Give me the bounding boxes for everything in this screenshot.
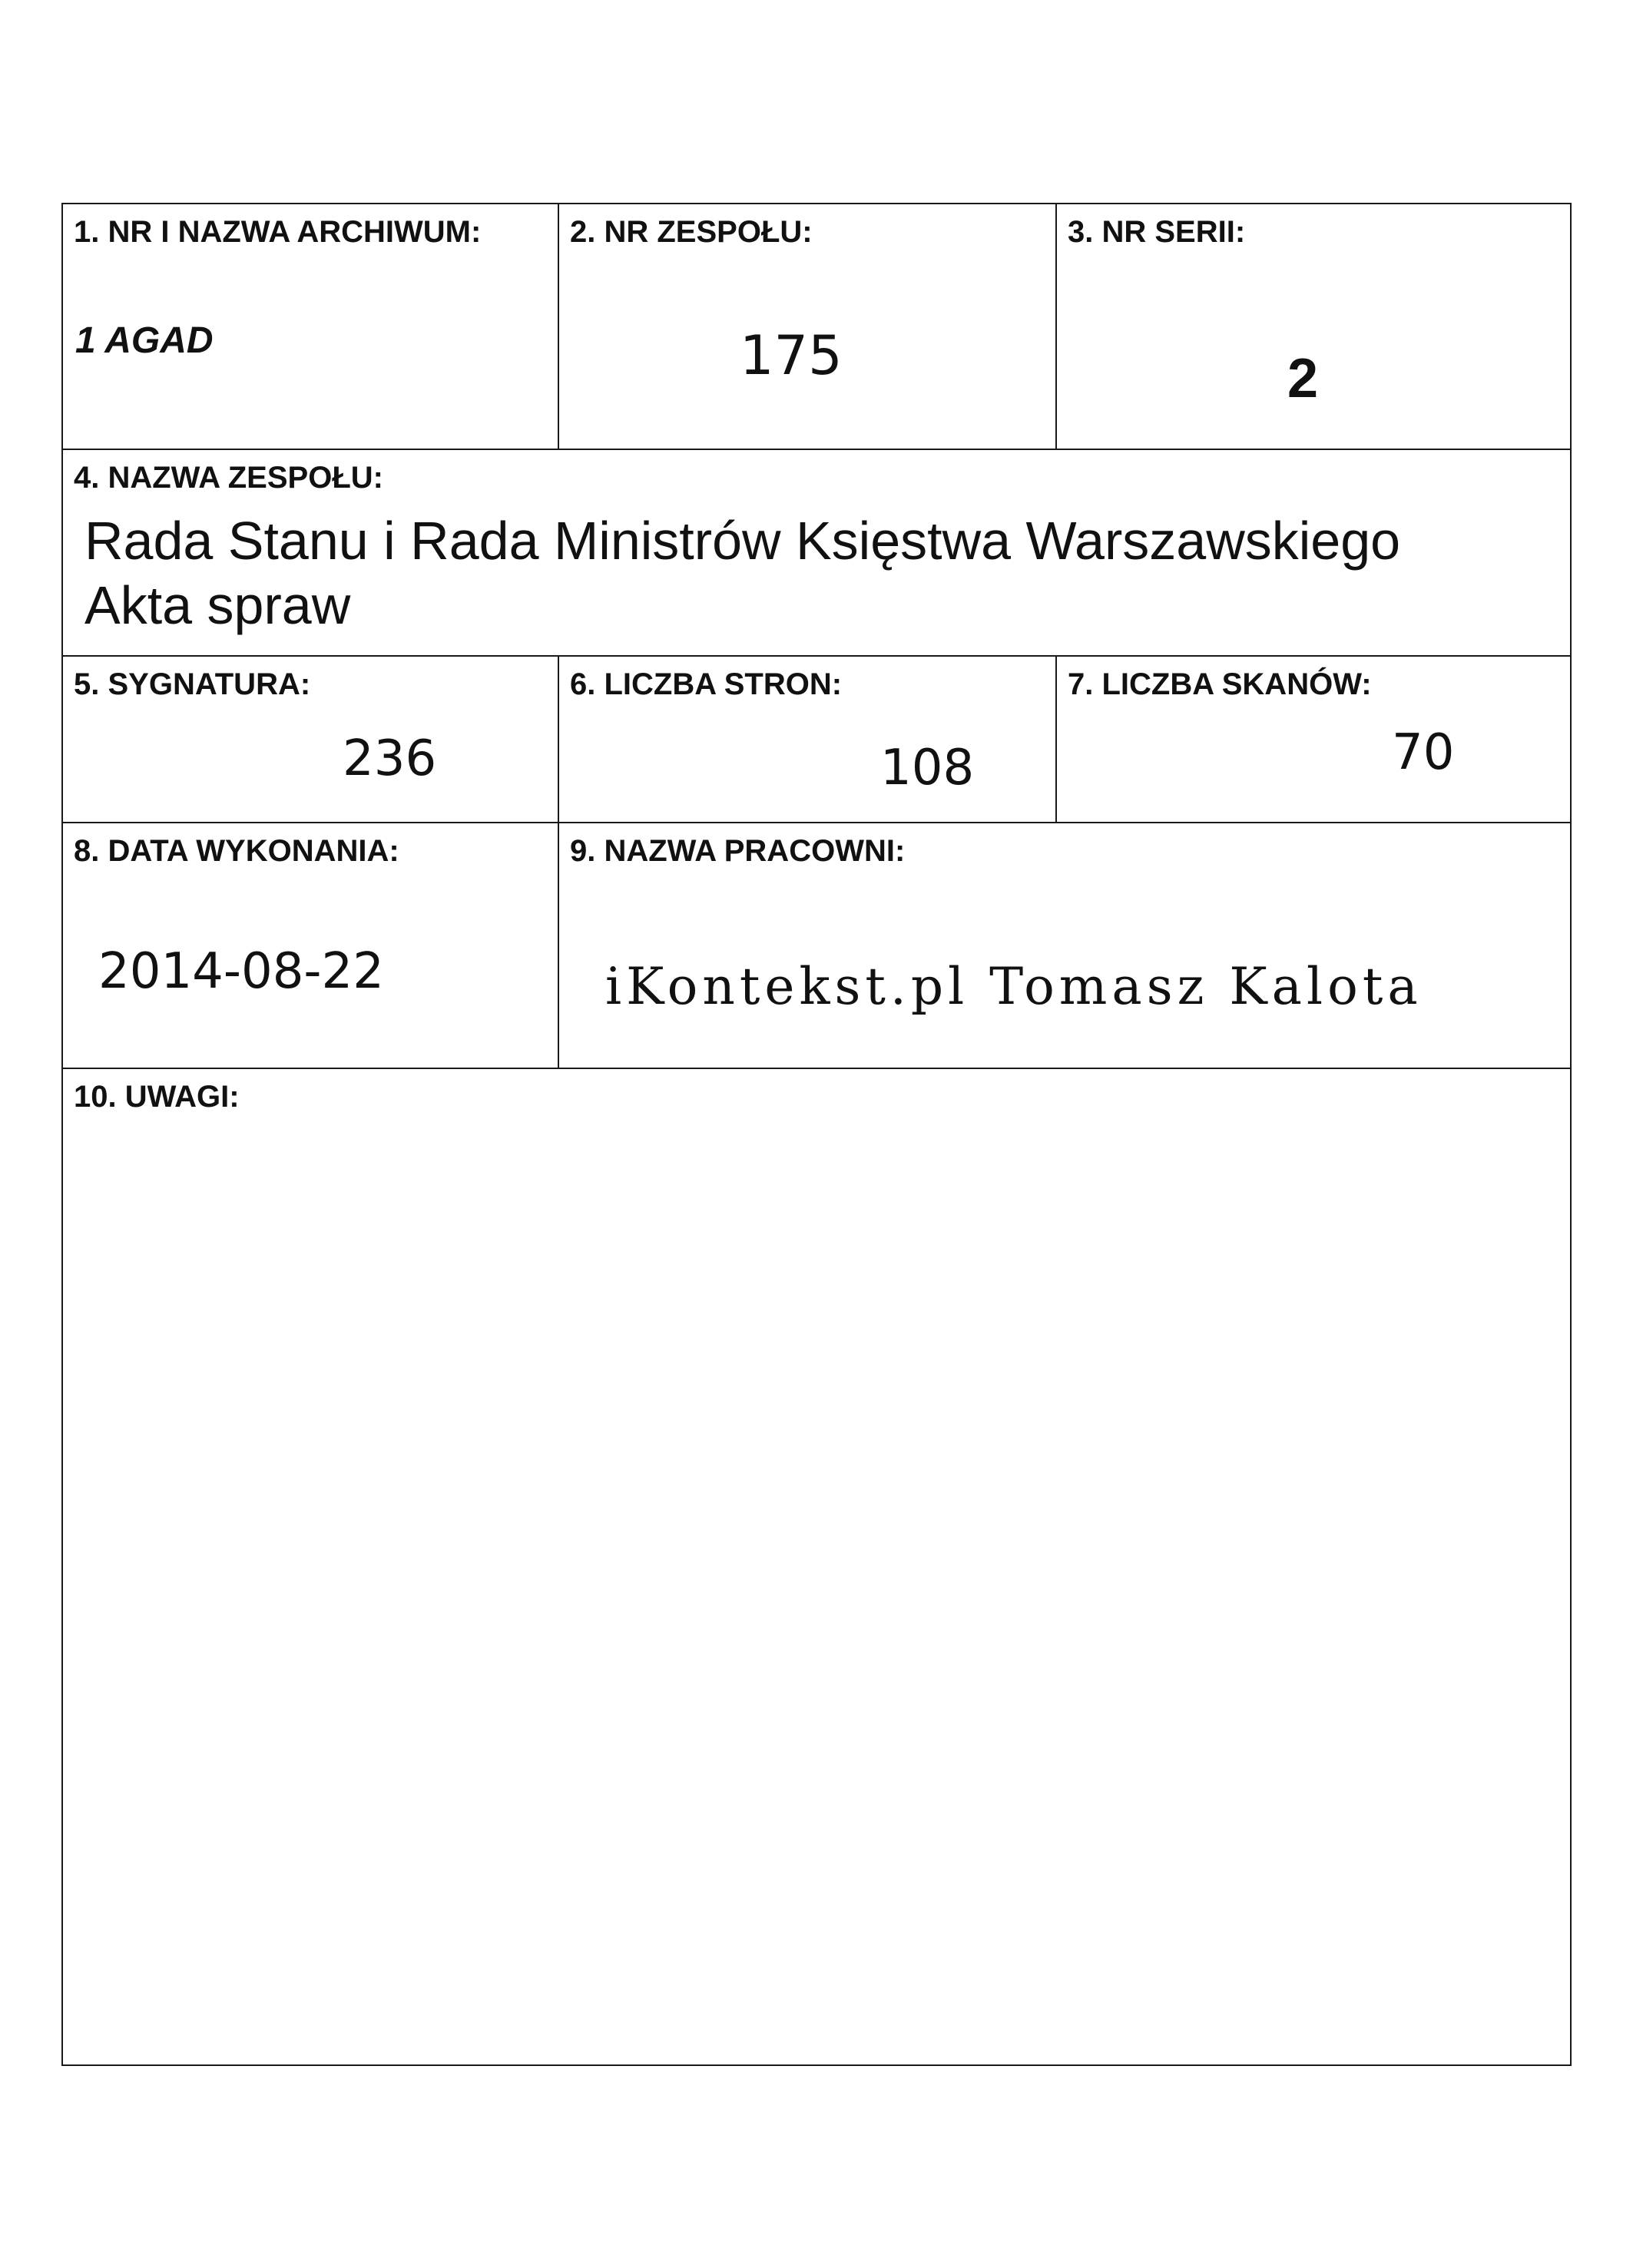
page-count-cell: [558, 655, 1057, 823]
execution-date-label: 8. DATA WYKONANIA:: [74, 834, 399, 868]
remarks-cell: [61, 1068, 1572, 2066]
scan-count-label: 7. LICZBA SKANÓW:: [1068, 667, 1372, 701]
series-label: 3. NR SERII:: [1068, 215, 1246, 249]
series-value: 2: [1287, 348, 1319, 409]
page-count-value: 108: [880, 740, 975, 796]
series-cell: [1055, 203, 1572, 450]
archive-value: 1 AGAD: [75, 320, 214, 361]
page-count-label: 6. LICZBA STRON:: [570, 667, 843, 701]
execution-date-value: 2014-08-22: [98, 943, 384, 1000]
fonds-name-label: 4. NAZWA ZESPOŁU:: [74, 461, 383, 495]
signature-value: 236: [343, 730, 437, 787]
execution-date-cell: [61, 822, 559, 1069]
fonds-name-cell: [61, 449, 1572, 657]
scan-count-cell: [1055, 655, 1572, 823]
workshop-name-label: 9. NAZWA PRACOWNI:: [570, 834, 906, 868]
scan-count-value: 70: [1392, 724, 1455, 781]
fonds-number-cell: [558, 203, 1057, 450]
fonds-number-label: 2. NR ZESPOŁU:: [570, 215, 813, 249]
fonds-name-line2: Akta spraw: [84, 575, 351, 635]
archive-label: 1. NR I NAZWA ARCHIWUM:: [74, 215, 482, 249]
fonds-name-line1: Rada Stanu i Rada Ministrów Księstwa Warszawskiego: [84, 511, 1401, 571]
signature-cell: [61, 655, 559, 823]
signature-label: 5. SYGNATURA:: [74, 667, 311, 701]
fonds-number-value: 175: [740, 324, 843, 387]
workshop-name-value: iKontekst.pl Tomasz Kalota: [605, 957, 1423, 1016]
remarks-label: 10. UWAGI:: [74, 1080, 240, 1114]
workshop-name-cell: [558, 822, 1572, 1069]
archive-cell: [61, 203, 559, 450]
